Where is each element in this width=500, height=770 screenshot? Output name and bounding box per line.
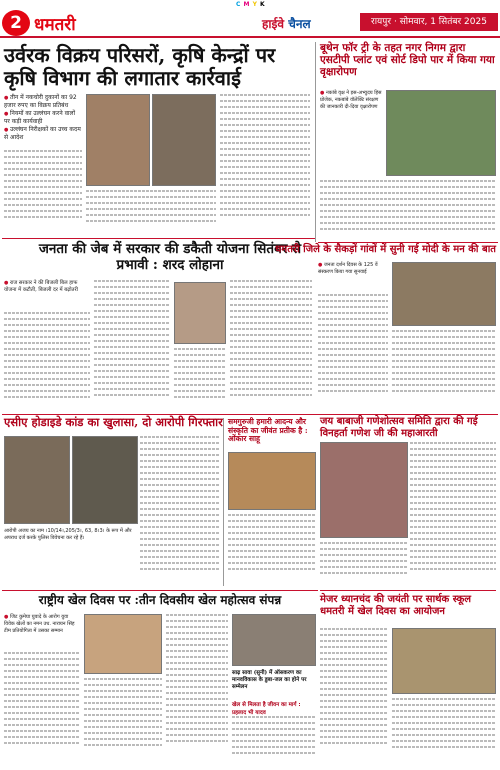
story6-headline: जय बाबाजी गणेशोत्सव समिति द्वारा की गई विनहर्ता गणेश जी की महाआरती [320,416,478,439]
story2-body-col4 [230,280,312,412]
mark-c: C [236,1,241,8]
story4-caption: आरोपी अजय का नाम ।10/14।,205/3।, 63, 8।3। के रूप में और अपराध दर्ज करके पुलिस विवेचना कर रहे हैं। [4,528,132,541]
right-top-bullet: ● नकांबे वृक्ष ने इस-अभ्युदय हिस प्रोजेक, नकबांबे वॉलेक्टि संरक्षण की जानकारी दी-दिया वृक्षारोपण [320,90,382,111]
story3-headline: धमतरी जिले के सैकड़ों गांवों में सुनी गई मोदी के मन की बात [275,244,496,255]
story5-photo [228,452,316,510]
story9-sub: खेल से मिलता है जीवन का मार्ग : प्रहलाद भी यादव [232,702,301,716]
story8-photo [392,628,496,694]
story9-photo [232,614,316,666]
story6-photo [320,442,408,538]
lead-bullet: ● उल्लंघन निरीक्षकों का उच्च कदम से आदेश [4,126,82,142]
story8-body-col1 [320,628,388,764]
city: रायपुर [371,17,392,27]
story3-photo [392,262,496,326]
right-top-headline: बूथेन फॉर ट्री के तहत नगर निगम द्वारा एसटीपी प्लांट एवं सोर्ट डिपो पार में किया गया वृक्षारोपण [320,42,495,79]
story4-photo-2 [72,436,138,524]
paper-name-b: चैनल [288,17,311,31]
story2-portrait [174,282,226,344]
mark-k: K [260,1,266,8]
story2-bullet: ● राज सरकार ने की बिजली बिल हाफ योजना में कटौती, बिजली दर में बढ़ोतरी [4,280,90,294]
story8-headline: मेजर ध्यानचंद की जयंती पर सार्थक स्कूल धमतरी में खेल दिवस का आयोजन [320,594,472,617]
paper-name [262,15,311,32]
lead-bullet: ● नियमों का उल्लंघन करने वालों पर कड़ी कार्यवाही [4,110,82,126]
page-number: 2 [2,10,30,36]
story7-body-col1 [4,652,80,764]
right-top-bullets [320,90,382,111]
lead-headline: उर्वरक विक्रय परिसरों, कृषि केन्द्रों पर कृषि विभाग की लगातार कार्रवाई [4,43,276,90]
story6-body-col1 [410,442,496,586]
date-text: सोमवार, 1 सितंबर 2025 [399,17,487,27]
story8-body-col2 [392,698,496,764]
story5-body [228,514,316,586]
masthead [0,8,500,38]
mark-m: M [243,1,250,8]
story7-body-col3 [166,614,228,764]
section-title: धमतरी [34,15,76,35]
lead-body-col2 [86,190,216,228]
story7-headline: राष्ट्रीय खेल दिवस पर :तीन दिवसीय खेल महोत्सव संपन्न [38,593,282,607]
story7-bullet: ● जिट कुमेघा युवादे के आरोग युवा विवेक खेलों का नमन उध. नारायन सिंह टीम प्रतियोगिता में उसका सम्मान [4,614,80,635]
story3-bullet: ● जनता दर्शन दिवस के 125 वें संस्करण किया गया सुनवाई [318,262,388,276]
lead-photo-1 [86,94,150,186]
story2-headline: जनता की जेब में सरकार की डकैती योजना सितंबर से प्रभावी : शरद लोहाना [38,241,302,273]
story4-photo-1 [4,436,70,524]
lead-body-col3 [220,94,310,228]
right-top-photo [386,90,496,176]
story7-body-col2 [84,678,162,764]
story3-body-col2 [392,330,496,408]
story2-body-col3 [174,348,226,412]
print-color-marks [236,1,265,8]
story9-headline: साढ़ सावा (सुनी) में ऑसकरण का मानवविकास के डुबा-जल का होने पर सम्मेलन [232,670,307,690]
mark-y: Y [252,1,258,8]
issue-date: रायपुर · सोमवार, 1 सितंबर 2025 [360,13,498,31]
paper-name-a: हाईवे [262,17,285,31]
story9-body [232,716,316,764]
story4-headline: एसीए होडाइडे कांड का खुलासा, दो आरोपी गिरफ्तार [4,415,223,429]
story3-bullets [318,262,388,276]
story3-body-col1 [318,294,388,408]
story7-bullets [4,614,80,635]
lead-bullets [4,94,82,142]
lead-photo-2 [152,94,216,186]
story4-body-col1 [140,436,220,588]
story2-body-col2 [94,280,170,412]
lead-body-col1 [4,150,82,228]
story6-body-col2 [320,542,408,586]
story2-bullets [4,280,90,294]
story7-photo [84,614,162,674]
story5-headline: समगुरुजी हमारी आदन्य और संस्कृति का जीवंत प्रतीक है : ओंकार साहू [228,417,308,444]
lead-bullet: ● तीन में नकचोरी दुकानों का 92 हजार रुपए का विक्रय प्रतिबंध [4,94,82,110]
right-top-body [320,180,496,236]
story2-body-col1 [4,312,90,412]
